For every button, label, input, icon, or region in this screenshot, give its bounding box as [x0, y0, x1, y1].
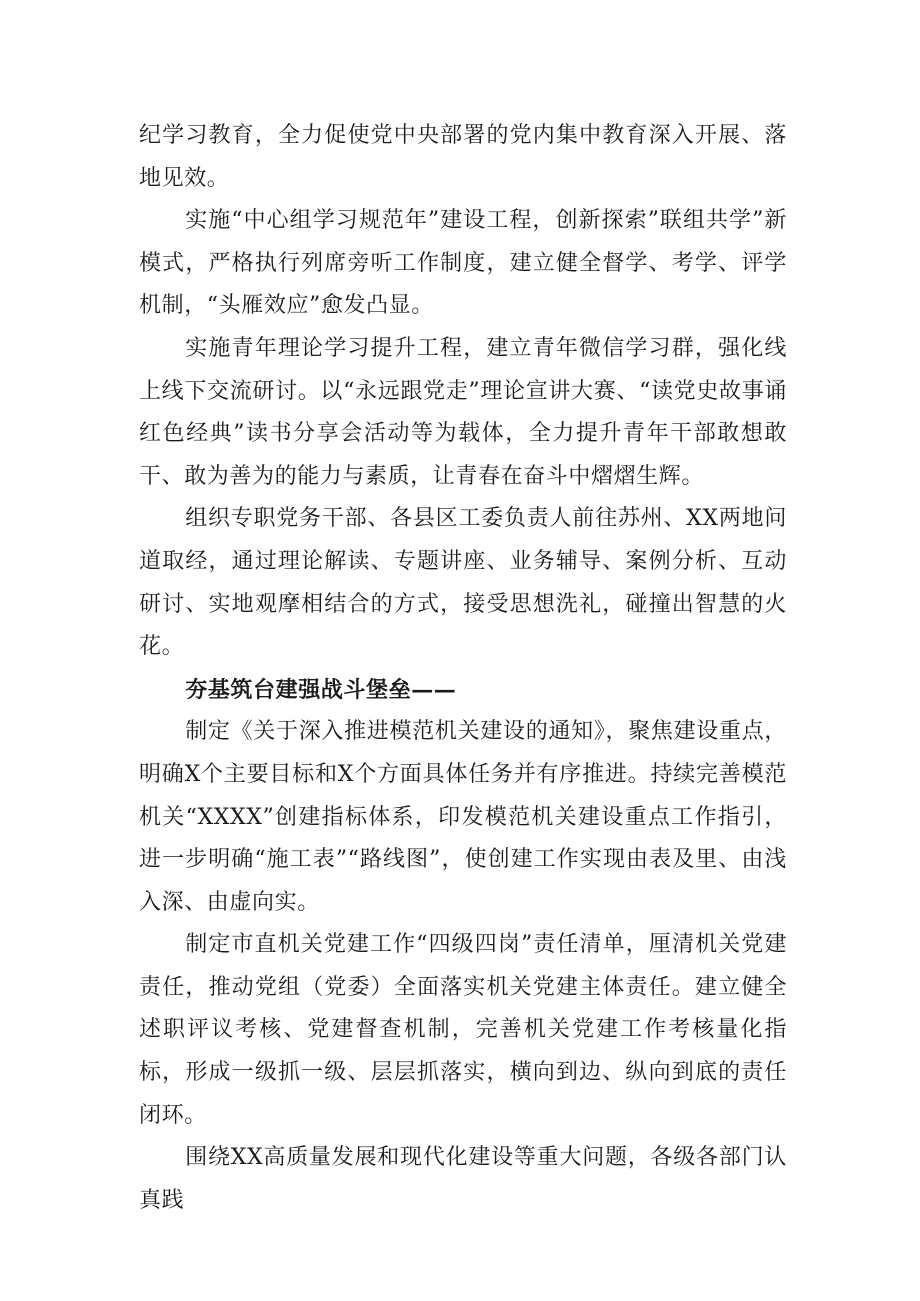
document-body	[139, 115, 787, 1222]
paragraph-study-group: 实施“中心组学习规范年”建设工程，创新探索”联组共学”新模式，严格执行列席旁听工作制度，建立健全督学、考学、评学机制，“头雁效应”愈发凸显。	[139, 208, 787, 319]
paragraph-development-issues: 围绕XX高质量发展和现代化建设等重大问题，各级各部门认真践	[139, 1145, 787, 1213]
paragraph-responsibility-list: 制定市直机关党建工作“四级四岗”责任清单，厘清机关党建责任，推动党组（党委）全面落实机关党建主体责任。建立健全述职评议考核、党建督查机制，完善机关党建工作考核量化指标，形成一级抓一级、层层抓落实，横向到边、纵向到底的责任闭环。	[139, 932, 787, 1128]
paragraph-field-study: 组织专职党务干部、各县区工委负责人前往苏州、XX两地问道取经，通过理论解读、专题讲座、业务辅导、案例分析、互动研讨、实地观摩相结合的方式，接受思想洗礼，碰撞出智慧的火花。	[139, 506, 787, 660]
paragraph-continuation: 纪学习教育，全力促使党中央部署的党内集中教育深入开展、落地见效。	[139, 123, 787, 191]
section-heading: 夯基筑台建强战斗堡垒——	[185, 676, 457, 703]
paragraph-youth-study: 实施青年理论学习提升工程，建立青年微信学习群，强化线上线下交流研讨。以“永远跟党走”理论宣讲大赛、“读党史故事诵红色经典”读书分享会活动等为载体，全力提升青年干部敢想敢干、敢为善为的能力与素质，让青春在奋斗中熠熠生辉。	[139, 335, 787, 489]
paragraph-model-agency: 制定《关于深入推进模范机关建设的通知》，聚焦建设重点，明确X个主要目标和X个方面具体任务并有序推进。持续完善模范机关“XXXX”创建指标体系，印发模范机关建设重点工作指引，进一步明确“施工表”“路线图”，使创建工作实现由表及里、由浅入深、由虚向实。	[139, 719, 787, 915]
